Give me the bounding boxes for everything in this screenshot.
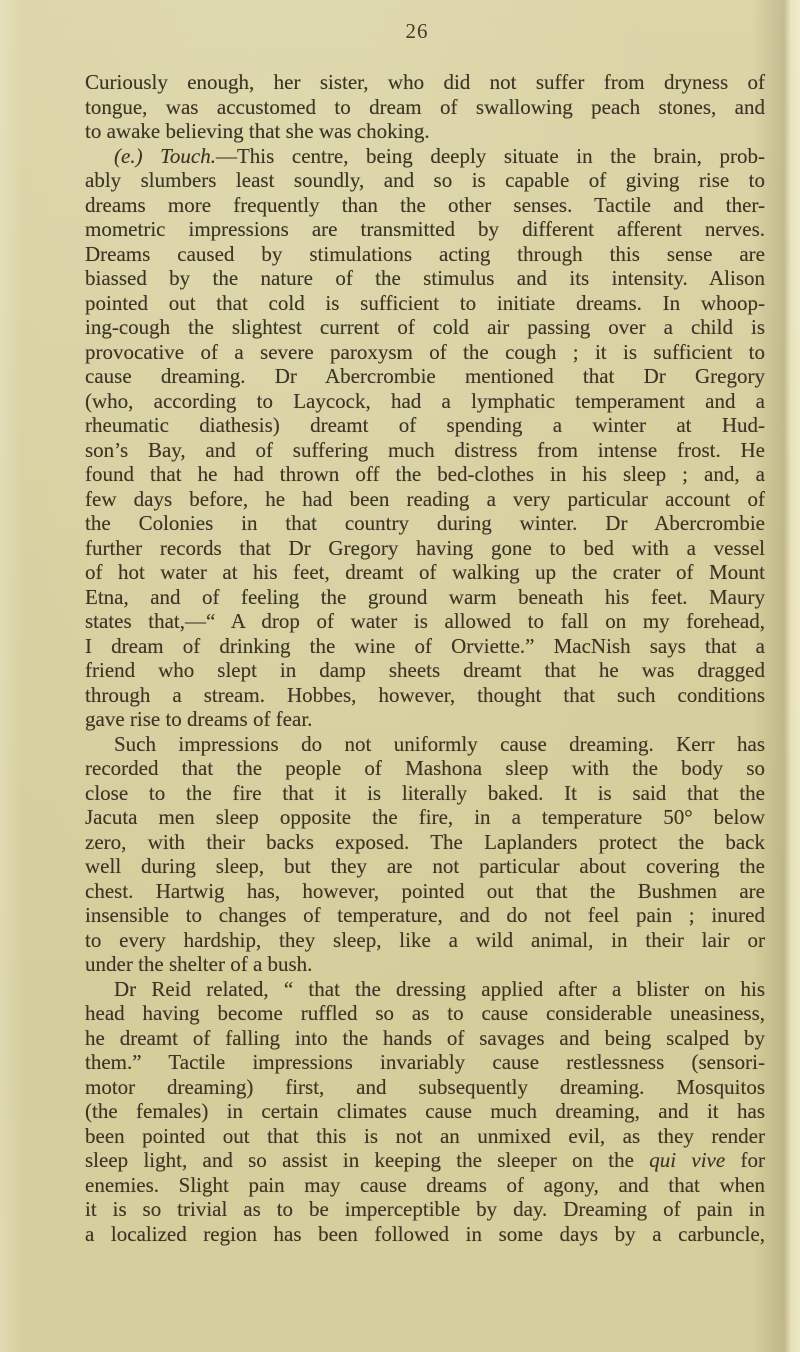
text-line: cause dreaming. Dr Abercrombie mentioned that Dr Gregory [85, 364, 765, 388]
text-line: enemies. Slight pain may cause dreams of agony, and that when [85, 1172, 765, 1197]
text-line: Dreams caused by stimulations acting through this sense are [85, 241, 765, 266]
paragraph [85, 732, 765, 977]
text-line: through a stream. Hobbes, however, thought that such conditions [85, 682, 765, 707]
text-line: Dr Reid related, “ that the dressing applied after a blister on his [114, 976, 765, 1001]
paragraph [85, 70, 765, 144]
text-line: tongue, was accustomed to dream of swallowing peach stones, and [85, 94, 765, 119]
text-block [85, 70, 765, 1246]
text-line: biassed by the nature of the stimulus and its intensity. Alison [85, 266, 765, 290]
text-line: I dream of drinking the wine of Orviette.” MacNish says that a [85, 633, 765, 658]
text-line: the Colonies in that country during winter. Dr Abercrombie [85, 511, 765, 535]
text-line: sleep light, and so assist in keeping the sleeper on the qui vive for [85, 1148, 765, 1172]
text-line: insensible to changes of temperature, and do not feel pain ; inured [85, 903, 765, 927]
text-line: been pointed out that this is not an unmixed evil, as they render [85, 1123, 765, 1148]
text-line: zero, with their backs exposed. The Laplanders protect the back [85, 829, 765, 854]
text-line: chest. Hartwig has, however, pointed out that the Bushmen are [85, 878, 765, 903]
text-line: head having become ruffled so as to cause considerable uneasiness, [85, 1001, 765, 1025]
text-line: son’s Bay, and of suffering much distress from intense frost. He [85, 437, 765, 462]
text-line: (who, according to Laycock, had a lymphatic temperament and a [85, 388, 765, 413]
text-line: (the females) in certain climates cause much dreaming, and it has [85, 1099, 765, 1123]
text-line: provocative of a severe paroxysm of the cough ; it is sufficient to [85, 339, 765, 364]
text-line: Such impressions do not uniformly cause dreaming. Kerr has [114, 731, 765, 756]
text-line: it is so trivial as to be imperceptible by day. Dreaming of pain in [85, 1197, 765, 1221]
text-line: close to the fire that it is literally baked. It is said that the [85, 780, 765, 805]
text-line: rheumatic diathesis) dreamt of spending a winter at Hud- [85, 413, 765, 437]
text-line: motor dreaming) first, and subsequently dreaming. Mosquitos [85, 1074, 765, 1099]
text-line: of hot water at his feet, dreamt of walking up the crater of Mount [85, 560, 765, 584]
text-line: gave rise to dreams of fear. [85, 707, 313, 731]
text-line: them.” Tactile impressions invariably cause restlessness (sensori- [85, 1050, 765, 1074]
text-line: to every hardship, they sleep, like a wild animal, in their lair or [85, 927, 765, 952]
text-line: pointed out that cold is sufficient to initiate dreams. In whoop- [85, 290, 765, 315]
text-line: he dreamt of falling into the hands of savages and being scalped by [85, 1025, 765, 1050]
text-line: Etna, and of feeling the ground warm beneath his feet. Maury [85, 584, 765, 609]
text-line: further records that Dr Gregory having gone to bed with a vessel [85, 535, 765, 560]
text-line: Jacuta men sleep opposite the fire, in a temperature 50° below [85, 805, 765, 829]
text-line: mometric impressions are transmitted by different afferent nerves. [85, 217, 765, 241]
page-number: 26 [405, 19, 429, 43]
text-line: ably slumbers least soundly, and so is capable of giving rise to [85, 168, 765, 192]
text-line: friend who slept in damp sheets dreamt that he was dragged [85, 658, 765, 682]
text-line: ing-cough the slightest current of cold air passing over a child is [85, 315, 765, 339]
text-line: states that,—“ A drop of water is allowed to fall on my forehead, [85, 609, 765, 633]
text-line: a localized region has been followed in some days by a carbuncle, [85, 1221, 765, 1246]
paragraph [85, 977, 765, 1247]
paragraph [85, 144, 765, 732]
text-line: recorded that the people of Mashona sleep with the body so [85, 756, 765, 780]
text-line: under the shelter of a bush. [85, 952, 313, 976]
text-line: (e.) Touch.—This centre, being deeply situate in the brain, prob- [114, 143, 765, 168]
text-line: dreams more frequently than the other senses. Tactile and ther- [85, 192, 765, 217]
text-line: found that he had thrown off the bed-clothes in his sleep ; and, a [85, 462, 765, 486]
text-line: few days before, he had been reading a very particular account of [85, 486, 765, 511]
text-line: well during sleep, but they are not particular about covering the [85, 854, 765, 878]
text-line: to awake believing that she was choking. [85, 119, 430, 143]
text-line: Curiously enough, her sister, who did not suffer from dryness of [85, 70, 765, 94]
